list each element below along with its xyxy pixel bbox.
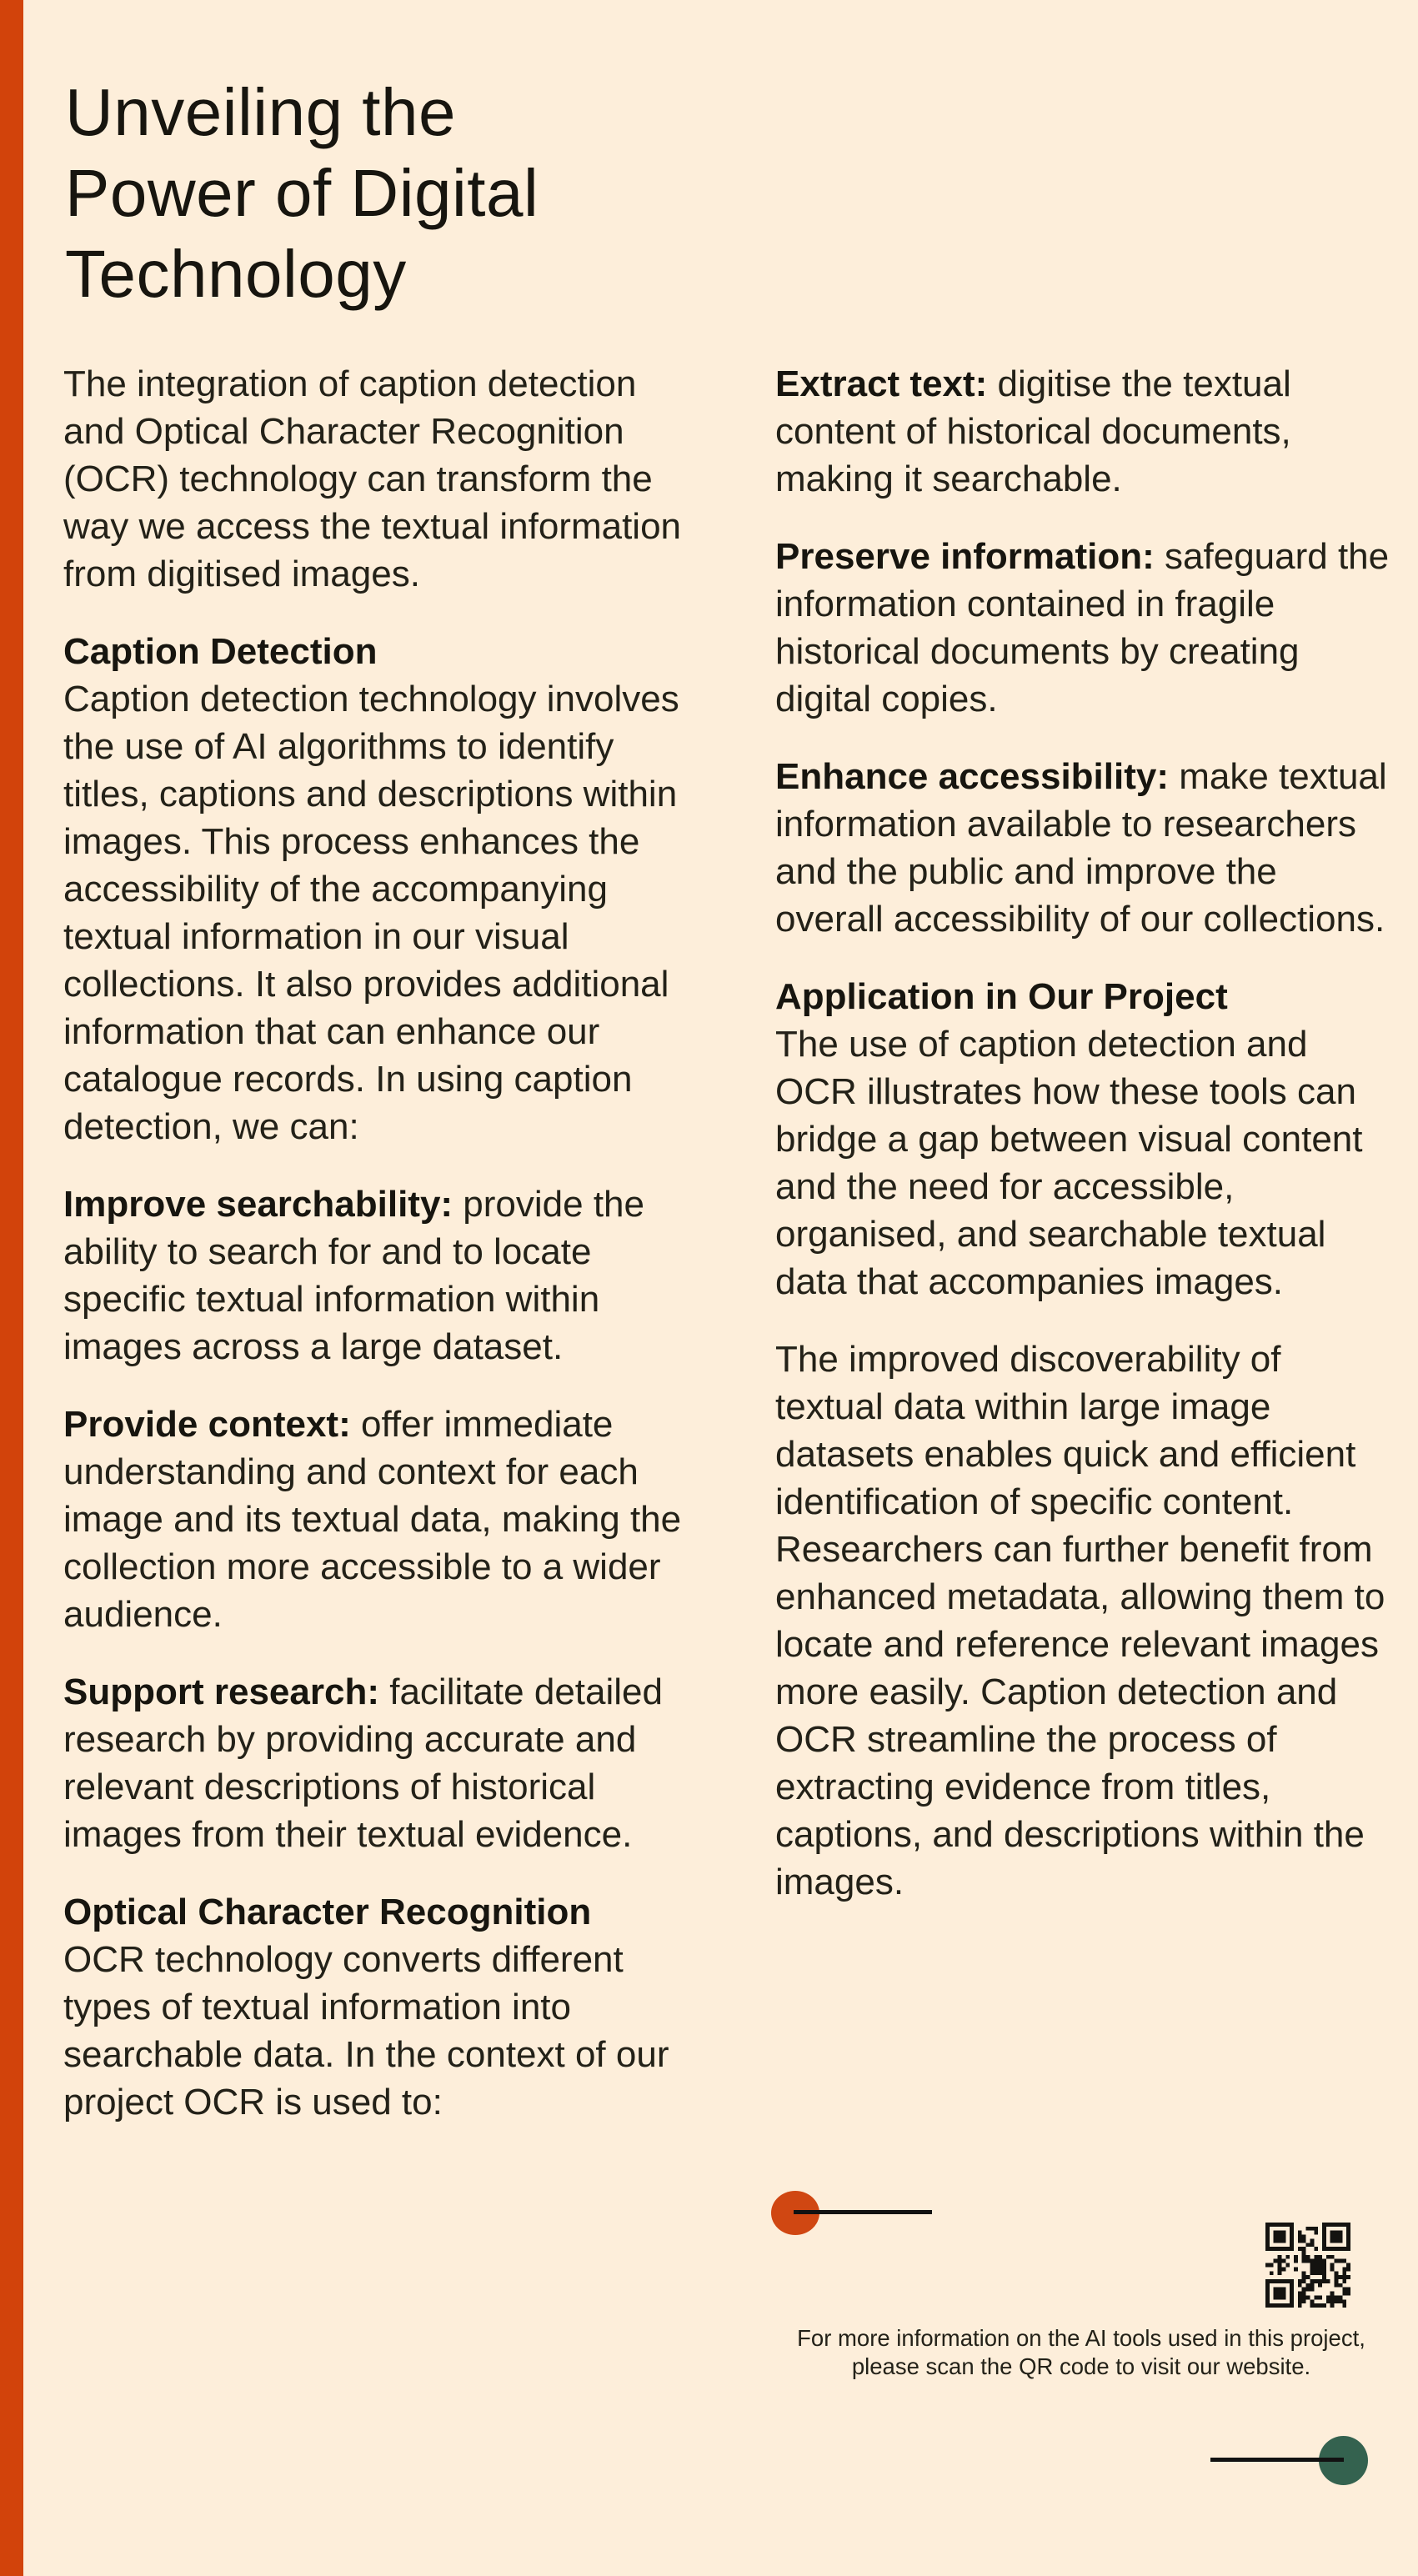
paragraph-lead: Support research: [63,1671,390,1712]
poster-title-line: Unveiling the [65,75,456,149]
paragraph: Support research: facilitate detailed research by providing accurate and relevant descriptions of historical images from their textual evidence. [63,1671,663,1855]
paragraph-lead: Improve searchability: [63,1184,463,1225]
divider-line [1210,2458,1344,2462]
paragraph-lead: Preserve information: [775,536,1165,577]
paragraph: The use of caption detection and OCR illustrates how these tools can bridge a gap between visual content and the need for accessible, organised, and searchable textual data that accompanies images. [775,1024,1363,1302]
section-heading: Application in Our Project [775,976,1228,1017]
paragraph: Caption detection technology involves the use of AI algorithms to identify titles, captions and descriptions within images. This process enhances the accessibility of the accompanying textual information in our visual collections. It also provides additional information that can enhance our catalogue records. In using caption detection, we can: [63,679,679,1147]
section-heading: Optical Character Recognition [63,1892,592,1932]
qr-note: For more information on the AI tools used in this project, please scan the QR code to visit our website. [797,2325,1365,2379]
right-column [775,360,1394,1936]
paragraph: OCR technology converts different types of textual information into searchable data. In the context of our project OCR is used to: [63,1939,669,2122]
paragraph: The improved discoverability of textual data within large image datasets enables quick and efficient identification of specific content. Researchers can further benefit from enhanced metadata, allowing them to locate and reference relevant images more easily. Caption detection and OCR streamline the process of extracting evidence from titles, captions, and descriptions within the images. [775,1339,1385,1902]
poster-title-line: Power of Digital [65,156,539,230]
paragraph: Provide context: offer immediate understanding and context for each image and its textual data, making the collection more accessible to a wider audience. [63,1404,682,1635]
divider-line [794,2210,932,2214]
left-stripe [0,0,23,2576]
qr-code [1265,2223,1350,2308]
paragraph-lead: Extract text: [775,363,998,404]
paragraph-lead: Provide context: [63,1404,361,1445]
poster-title [65,72,539,314]
paragraph-lead: Enhance accessibility: [775,756,1180,797]
left-column [63,360,682,2156]
paragraph: The integration of caption detection and Optical Character Recognition (OCR) technology can transform the way we access the textual information from digitised images. [63,363,682,594]
paragraph: Preserve information: safeguard the information contained in fragile historical documents by creating digital copies. [775,536,1390,719]
poster-title-line: Technology [65,237,407,311]
section-heading: Caption Detection [63,631,378,672]
paragraph: Enhance accessibility: make textual information available to researchers and the public and improve the overall accessibility of our collections. [775,756,1387,940]
paragraph: Improve searchability: provide the ability to search for and to locate specific textual information within images across a large dataset. [63,1184,644,1367]
paragraph: Extract text: digitise the textual content of historical documents, making it searchable. [775,363,1291,499]
